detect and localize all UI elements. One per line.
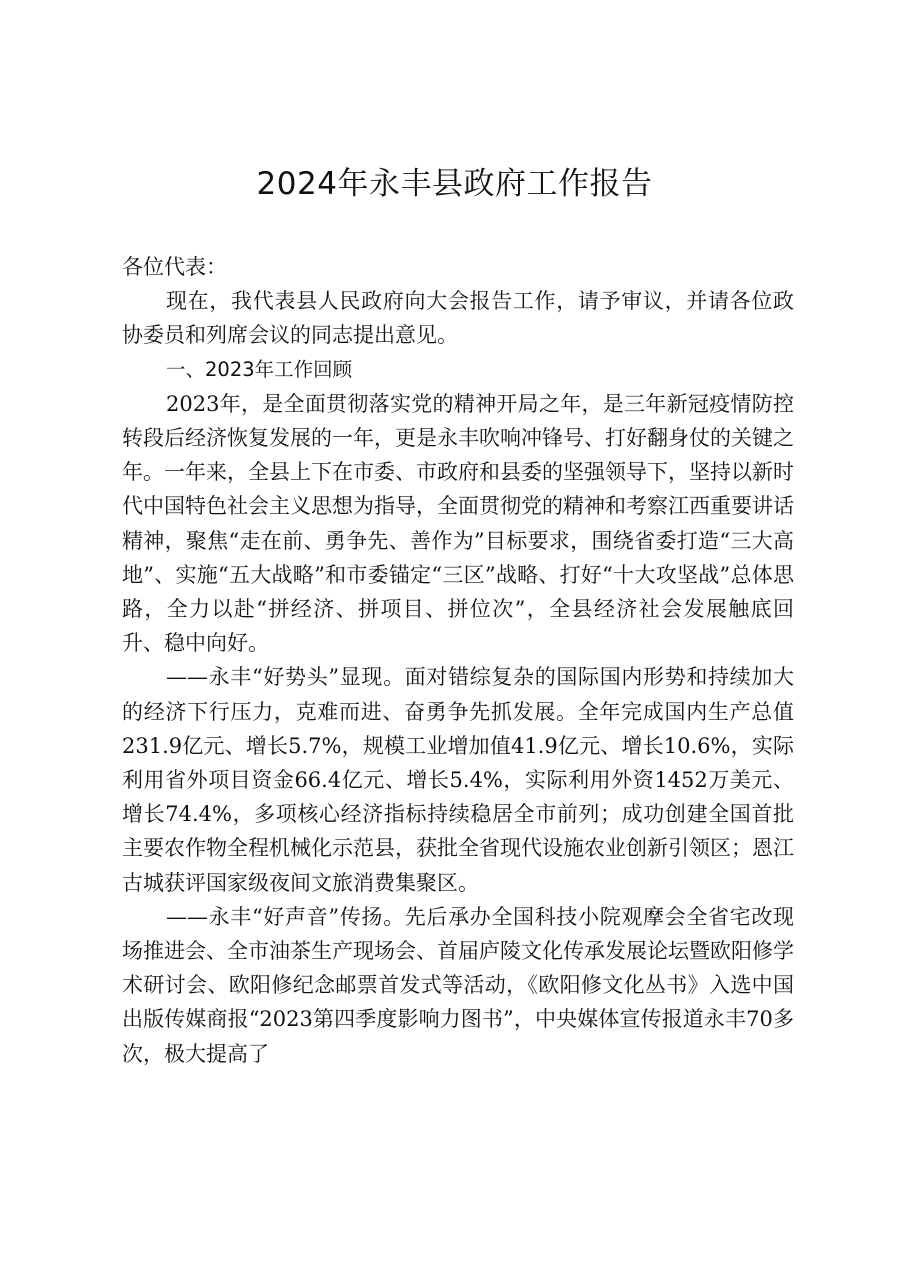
paragraph-1: 2023年，是全面贯彻落实党的精神开局之年，是三年新冠疫情防控转段后经济恢复发展的一年，更是永丰吹响冲锋号、打好翻身仗的关键之年。一年来，全县上下在市委、市政府和县委的坚强领导下，坚持以新时代中国特色社会主义思想为指导，全面贯彻党的精神和考察江西重要讲话精神，聚焦“走在前、勇争先、善作为”目标要求，围绕省委打造“三大高地”、实施“五大战略”和市委锚定“三区”战略、打好“十大攻坚战”总体思路，全力以赴“拼经济、拼项目、拼位次”，全县经济社会发展触底回升、稳中向好。 <box>122 391 794 656</box>
paragraph-2: ——永丰“好势头”显现。面对错综复杂的国际国内形势和持续加大的经济下行压力，克难而进、奋勇争先抓发展。全年完成国内生产总值231.9亿元、增长5.7%，规模工业增加值41.9亿元、增长10.6%，实际利用省外项目资金66.4亿元、增长5.4%，实际利用外资1452万美元、增长74.4%，多项核心经济指标持续稳居全市前列；成功创建全国首批主要农作物全程机械化示范县，获批全省现代设施农业创新引领区；恩江古城获评国家级夜间文旅消费集聚区。 <box>122 665 794 895</box>
paragraph-intro: 现在，我代表县人民政府向大会报告工作，请予审议，并请各位政协委员和列席会议的同志提出意见。 <box>122 289 794 348</box>
salutation: 各位代表： <box>122 255 227 279</box>
document-title: 2024年永丰县政府工作报告 <box>256 166 653 202</box>
document-body <box>122 250 794 1071</box>
paragraph-3: ——永丰“好声音”传扬。先后承办全国科技小院观摩会全省宅改现场推进会、全市油茶生产现场会、首届庐陵文化传承发展论坛暨欧阳修学术研讨会、欧阳修纪念邮票首发式等活动，《欧阳修文化丛书》入选中国出版传媒商报“2023第四季度影响力图书”，中央媒体宣传报道永丰70多次，极大提高了 <box>122 904 794 1066</box>
section-heading: 一、2023年工作回顾 <box>166 357 353 381</box>
